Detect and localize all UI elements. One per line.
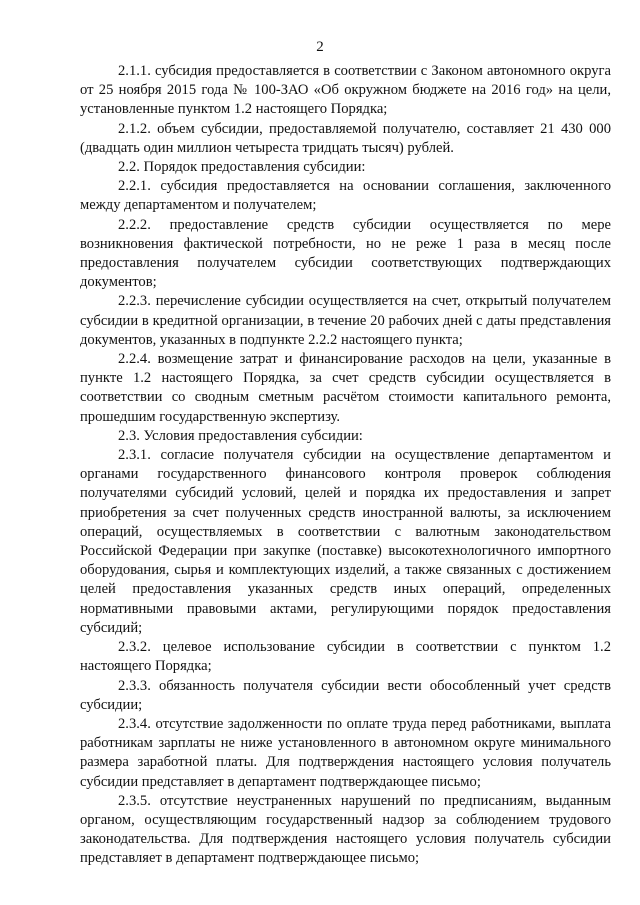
paragraph-2-3-1: 2.3.1. согласие получателя субсидии на осуществление департаментом и органами государственного финансового контроля проверок соблюдения получателями субсидий условий, целей и порядка их предоставления и запрет приобретения за счет полученных средств иностранной валюты, за исключением операций, осуществляемых в соответствии с валютным законодательством Российской Федерации при закупке (поставке) высокотехнологичного импортного оборудования, сырья и комплектующих изделий, а также связанных с достижением целей предоставления указанных средств иных операций, определенных нормативными правовыми актами, регулирующими порядок предоставления субсидий; [80,447,611,636]
paragraph-2-2: 2.2. Порядок предоставления субсидии: [118,159,366,176]
page-number: 2 [316,39,324,55]
paragraph-2-2-1: 2.2.1. субсидия предоставляется на основании соглашения, заключенного между департаментом и получателем; [80,178,611,214]
paragraph-2-1-1: 2.1.1. субсидия предоставляется в соответствии с Законом автономного округа от 25 ноября 2015 года № 100-ЗАО «Об окружном бюджете на 2016 год» на цели, установленные пунктом 1.2 настоящего Порядка; [80,63,611,118]
paragraph-2-3-4: 2.3.4. отсутствие задолженности по оплате труда перед работниками, выплата работникам зарплаты не ниже установленного в автономном округе минимального размера заработной платы. Для подтверждения настоящего условия получатель субсидии представляет в департамент подтверждающее письмо; [80,715,611,790]
paragraph-2-3-5: 2.3.5. отсутствие неустраненных нарушений по предписаниям, выданным органом, осуществляющим государственный надзор за соблюдением трудового законодательства. Для подтверждения настоящего условия получатель субсидии представляет в департамент подтверждающее письмо; [80,792,611,867]
paragraph-2-1-2: 2.1.2. объем субсидии, предоставляемой получателю, составляет 21 430 000 (двадцать один миллион четыреста тридцать тысяч) рублей. [80,120,611,156]
paragraph-2-3-3: 2.3.3. обязанность получателя субсидии вести обособленный учет средств субсидии; [80,677,611,713]
paragraph-2-2-4: 2.2.4. возмещение затрат и финансирование расходов на цели, указанные в пункте 1.2 настоящего Порядка, за счет средств субсидии осуществляется в соответствии со сводным сметным расчётом стоимости капитального ремонта, прошедшим государственную экспертизу. [80,351,611,425]
paragraph-2-2-3: 2.2.3. перечисление субсидии осуществляется на счет, открытый получателем субсидии в кредитной организации, в течение 20 рабочих дней с даты представления документов, указанных в подпункте 2.2.2 настоящего пункта; [80,293,611,348]
paragraph-2-3: 2.3. Условия предоставления субсидии: [118,427,363,444]
paragraph-2-3-2: 2.3.2. целевое использование субсидии в соответствии с пунктом 1.2 настоящего Порядка; [80,639,611,675]
document-body [80,62,611,869]
paragraph-2-2-2: 2.2.2. предоставление средств субсидии осуществляется по мере возникновения фактической потребности, но не реже 1 раза в месяц после предоставления получателем субсидии соответствующих подтверждающих документов; [80,216,611,291]
